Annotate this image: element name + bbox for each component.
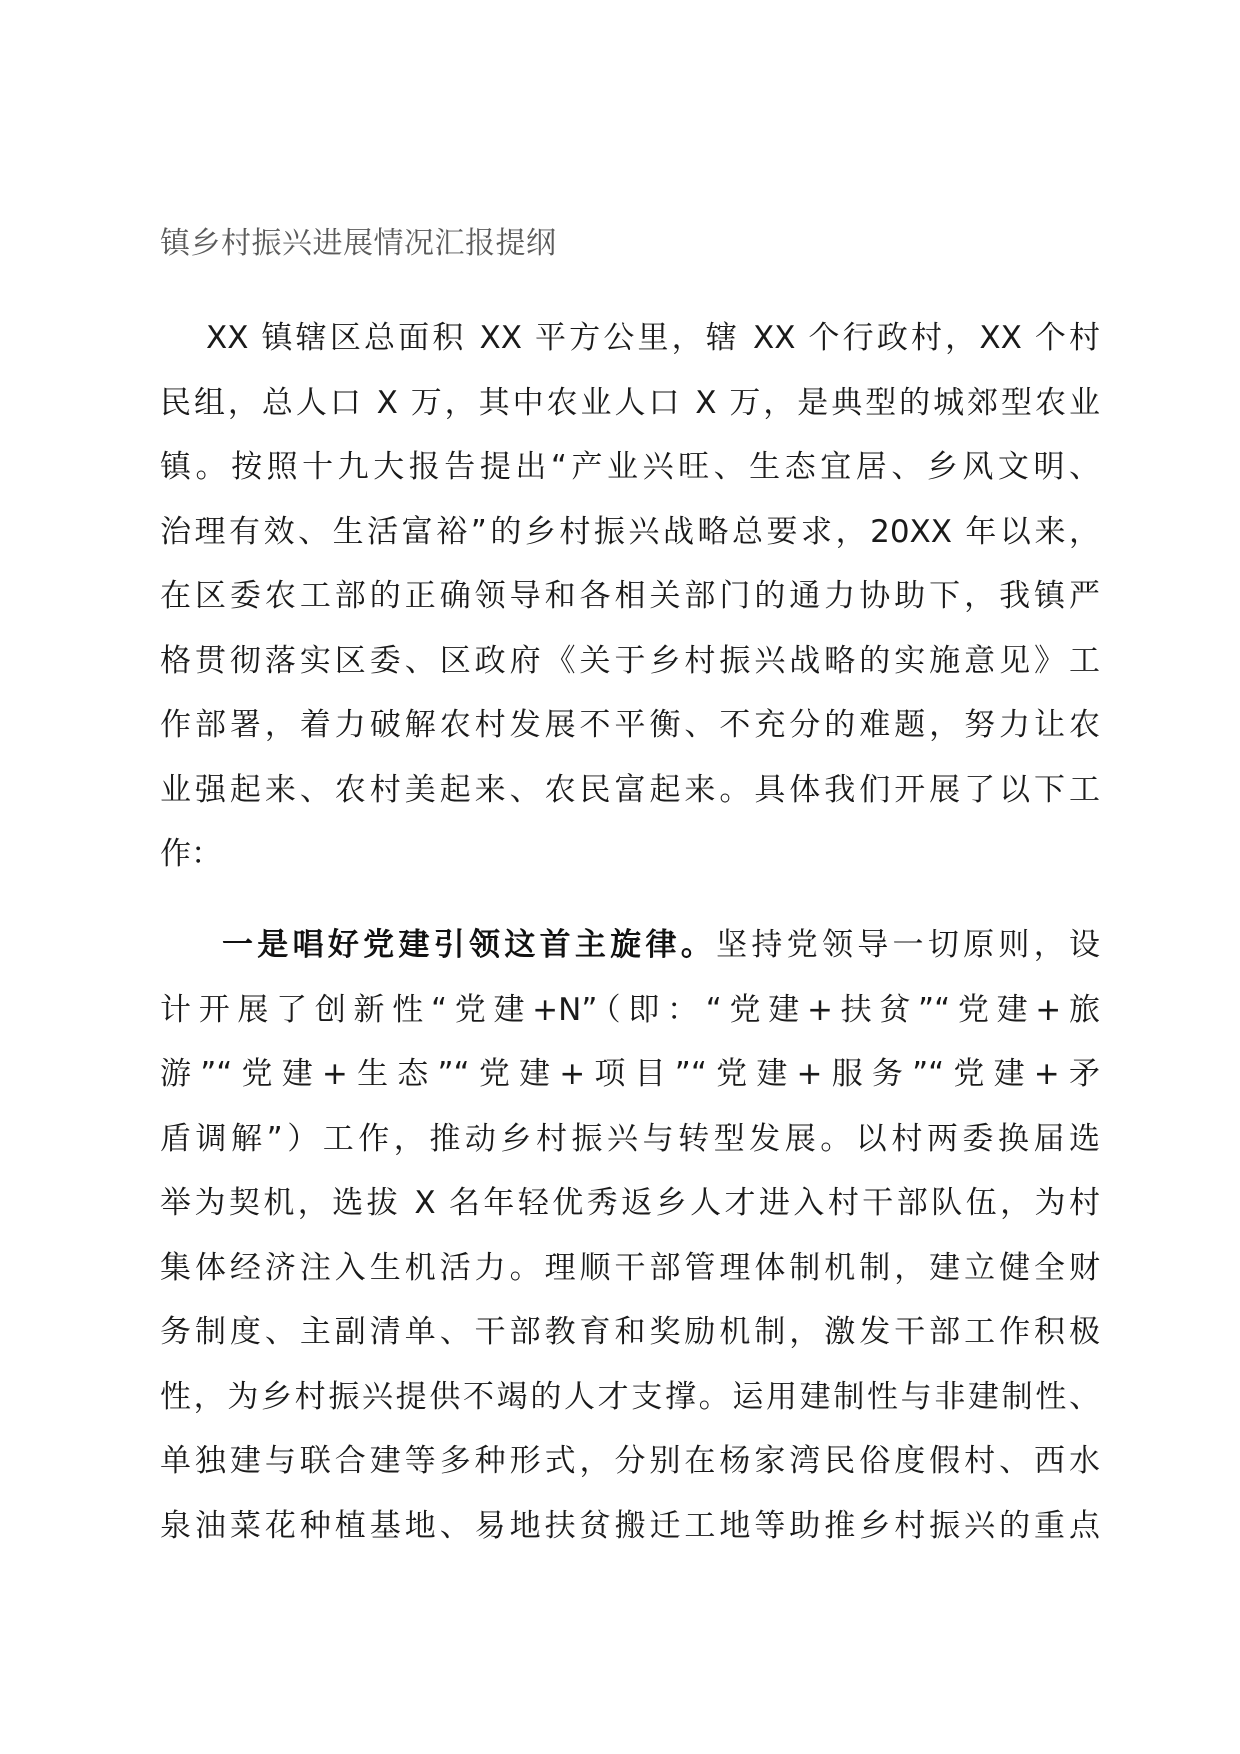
paragraph-line: 泉油菜花种植基地、易地扶贫搬迁工地等助推乡村振兴的重点 (160, 1507, 1100, 1544)
paragraph-line: 格贯彻落实区委、区政府《关于乡村振兴战略的实施意见》工 (160, 642, 1100, 679)
paragraph-line: 集体经济注入生机活力。理顺干部管理体制机制，建立健全财 (160, 1249, 1100, 1286)
paragraph-party-building (160, 913, 1100, 1558)
paragraph-line: 计开展了创新性“党建+N”（即：“党建+扶贫”“党建+旅 (160, 991, 1100, 1028)
paragraph-line: 务制度、主副清单、干部教育和奖励机制，激发干部工作积极 (160, 1314, 1100, 1350)
paragraph-intro (160, 306, 1100, 887)
paragraph-line: 作： (160, 836, 222, 872)
paragraph-line: 治理有效、生活富裕”的乡村振兴战略总要求，20XX 年以来， (160, 513, 1100, 550)
paragraph-line: 游”“党建+生态”“党建+项目”“党建+服务”“党建+矛 (160, 1056, 1100, 1092)
paragraph-line: 镇。按照十九大报告提出“产业兴旺、生态宜居、乡风文明、 (160, 449, 1100, 485)
paragraph-line: 单独建与联合建等多种形式，分别在杨家湾民俗度假村、西水 (160, 1443, 1100, 1479)
paragraph-line: 性，为乡村振兴提供不竭的人才支撑。运用建制性与非建制性、 (160, 1378, 1100, 1415)
paragraph-line: 业强起来、农村美起来、农民富起来。具体我们开展了以下工 (160, 771, 1100, 808)
paragraph-lead-line (160, 913, 1100, 978)
paragraph-lead-text: 坚持党领导一切原则，设 (716, 927, 1101, 963)
paragraph-line: 盾调解”）工作，推动乡村振兴与转型发展。以村两委换届选 (160, 1120, 1100, 1157)
section-heading-bold: 一是唱好党建引领这首主旋律。 (222, 927, 717, 963)
paragraph-line: 在区委农工部的正确领导和各相关部门的通力协助下，我镇严 (160, 578, 1100, 614)
paragraph-line: 举为契机，选拔 X 名年轻优秀返乡人才进入村干部队伍，为村 (160, 1185, 1100, 1221)
paragraph-line: 作部署，着力破解农村发展不平衡、不充分的难题，努力让农 (160, 707, 1100, 743)
document-title: 镇乡村振兴进展情况汇报提纲 (160, 226, 557, 261)
paragraph-line: 民组，总人口 X 万，其中农业人口 X 万，是典型的城郊型农业 (160, 384, 1100, 421)
paragraph-line: XX 镇辖区总面积 XX 平方公里，辖 XX 个行政村，XX 个村 (206, 320, 1100, 356)
